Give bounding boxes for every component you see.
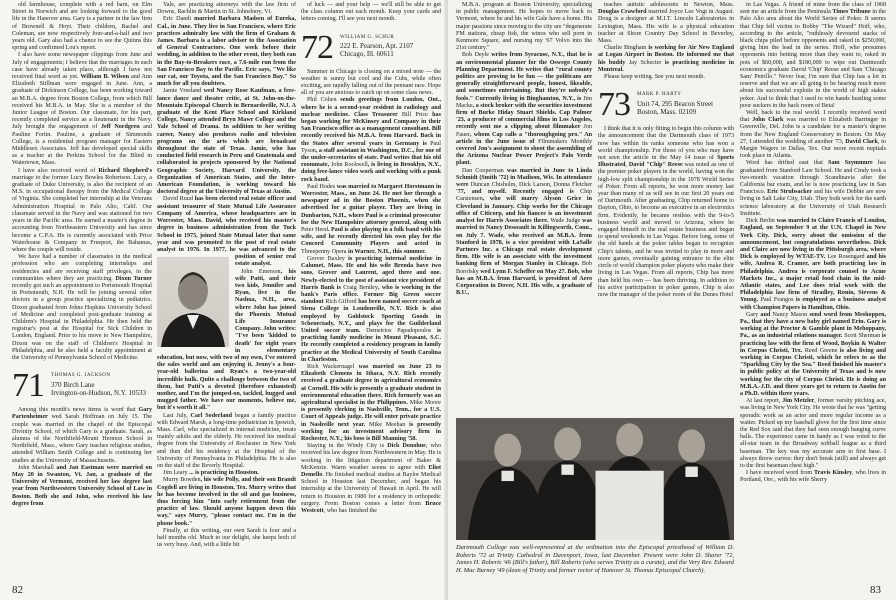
text-run: Filmmakers Monthly [538,138,592,145]
text-run: I have also received word of [18,167,99,174]
paragraph [157,413,296,471]
class-notes-column [12,2,152,508]
person-name: ... is practicing in Houston. [187,470,259,477]
text-run: , who has finished the [323,508,377,514]
person-name: . Paul is also playing in a folk band with his wife, and he recently directed his own play for the Concord Community Players and acted in [301,227,441,248]
text-run: Eric Dandi [163,16,192,23]
person-name: , his wife Polly, and their son Brandt Cogdell are living in Houston, Tex. Murry writes that he has become involved in the oil and gas business, thus forcing him "into early retirement from the practice of law. Should anyone happen down this way," says Murry, "please contact me. I'm in the phone book." [157,477,297,527]
person-name: Douglas Crawford [598,9,647,16]
class-year: 72 [301,28,333,66]
class-notes-column [301,2,441,515]
text-run: Phil Cohen [307,97,337,104]
text-run: John Emerson [241,268,281,275]
paragraph [157,528,296,550]
text-run: Well, back to the real world. I recently received word that [740,110,886,124]
person-name: was married to Nancy Desseault in Killingworth, Conn., on July 7. Wade, who received an M.B.A. from Stanford in 1978, is a vice president with LaSalle Partners Inc. a Chicago real estate development firm. His wife is an associate with the investment banking firm of Morgan Stanley in Chicago. [456,218,592,268]
person-name: in Warner, N.H., this summer. [346,248,426,255]
text-run: , who lives in Portland, Ore., with his wife Sherry [740,470,887,484]
paragraph [598,45,734,74]
text-run: and Pauline Fortin. Pauline, a graduate of Simmonds College, is a residential program manager for Eastern Middlesex Associates. Jeff has developed special skills as a teacher at the Perkins School for the Blind in Watertown, Mass. [12,124,152,167]
person-name: , a stock broker with the securities investment firm of Burke Hiday Stuart Shields. Cap Palmer '23, a producer of commercial films in Los Angeles, recently sent me a clipping about filmmaker [456,102,592,131]
text-run: I also have some newspaper clippings from June and July of engagements; I believe that the marriages in each case have already taken place, although I have not received final word as yet. [12,52,152,81]
text-run: was noted as one of the premier poker players in the world, having won the high-low split championship in the 1978 World Series of Poker. From all reports, he won more money last year than many of us will see in our first 20 years out of Dartmouth. After graduating, Chip returned home to Dayton, Ohio, to become an executive in an electronics firm. Evidently, he became restless with the 9-to-5 business world and moved to Arizona, where he engaged himself in the real estate business and began to spend weekends in Las Vegas. Before long, some of the old hands at the poker tables began to recognize Chip's talents, and he was invited to play in more and more games, eventually gaining entrance to the elite circle of world champion poker players who make their living in Las Vegas. From all reports, Chip has more than held his own — has been thriving. In addition to his active participation in poker games, Chip is also now the manager of the poker room of the Dunes Hotel [598,162,734,298]
text-run: Craig Bentley [343,284,379,291]
text-run: Lee Rosengard [827,254,865,261]
person-name: Sam Szymmure [828,160,873,167]
text-run: teaches autistic adolescents in Newton, Mass. [604,2,734,8]
person-name: is also living and working in Corpus Christi, which he refers to as the "Sparkling City by the Sea." Reed finished his master's in public policy at the University of Texas and is now working for the city of Corpus Christi. He is doing an M.B.A.-J.D. and three years get to return to Austin for a Ph.D. within three years. [740,347,887,397]
text-run: Scott Sherman [844,333,881,340]
page-number: 83 [870,584,881,596]
class-notes-section [301,2,441,24]
paragraph [301,364,441,443]
class-year: 71 [12,367,44,405]
person-name: was married in June to Linda Schmidt (Smith '72) in Madison, Wis. In attendance were [456,167,592,189]
person-name: writes from Syracuse, N.Y., that he is an environmental planner for the Oswego County Planning Department. He writes that "rural county politics are proving to be fun — the politicans are generally straightforward people, honest, likeable, and sometimes entertaining. But they're nobody's fools." Currently living in Binghamton, N.Y., is [456,52,592,102]
person-name: is practicing family medicine in Mount Pleasant, S.C. He recently completed a residency program in family practice at the Medical University of South Carolina in Charleston. [301,327,442,363]
class-notes-section [12,407,152,508]
class-notes-section [740,2,886,485]
person-name: is presently clerking in Nashville, Tenn., for a U.S. Court of Appeals judge. He will enter private practice in Nashville next year. [301,407,441,428]
paragraph [456,52,592,167]
person-name: , who will marry Alyson Grice in Cleveland in January. Chip works for the Chicago office of Citicorp, and his fiancee is an investment analyst for Harris Associates there. [456,196,592,225]
text-run: Rich Gifford [325,299,357,306]
paragraph [301,2,441,24]
person-name: is practicing internal medicine in Calumet, Mass. He and his wife Brenda have two sons, Grover and Laurent, aged three and one. Newly-elected to the post of assistant vice president of Harris Bank is [301,255,441,291]
paragraph [301,443,441,515]
text-run: Jay Schecter [628,59,662,66]
class-notes-section [456,2,592,297]
text-run: Bob Deyle [462,52,489,59]
person-name: Carl Soderland [190,412,233,419]
photo-caption: Dartmouth College was well-represented at the ordination into the Episcopal priesthood of William D. Roberts '72 at Trinity Cathedral in Davenport, Iowa, last December. Present were John D. Sharer '72, James H. Roberts '46 (Bill's father), Bill Roberts (who serves Trinity as a curate), and the Very Rev. Edward H. Mac Burney '49 (dean of Trinity and former rector of Hanover St. Thomas Episcopal Church). [456,544,734,574]
class-header-72 [301,28,441,66]
paragraph [157,2,296,16]
ordination-group-photo [456,418,734,540]
class-notes-section [301,69,441,516]
address-line: Boston, Mass. 02109 [637,108,697,117]
text-run: I think that it is only fitting to begin this column with the announcement that the Dartmouth class of 1973 now has within its ranks someone who has won a world championship. For those of you who may have not seen the article in the May 14 issue of [598,126,734,162]
text-run: , to Margie Wagers in Dallas, Tex. Our more recent nuptials took place in Atlanta. [740,138,886,160]
person-name: Travis Kinsley [814,470,853,477]
text-run: Wade Judge [550,218,581,225]
paragraph [740,110,886,160]
text-run: Staying in the Windy City is [307,443,388,450]
text-run: and Ann Elizabeth Stillman were engaged in June. Ann, a graduate of Dickinson College, has been working toward an M.B.A. degree from Boston College, from which Bill received his M.B.A. in May. She is a member of the Junior League of Boston. Our classmate, for his part, recently completed service as a lieutenant in the Navy. July brought the engagement of [12,74,152,131]
paragraph [740,2,886,110]
text-run: Jim Macke [456,95,592,109]
person-name: Jim Metzler [782,398,815,405]
person-name: , a staff assistant in Washington, D.C., for one of the under-secretaries of state. Paul writes that his old roommate, [301,147,441,169]
text-run: Bill Price [401,111,428,118]
text-run: in Las Vegas. A friend of mine from the class of 1968 sent me an article from the Peninsula [740,2,886,16]
class-notes-column [740,2,886,485]
person-name: Jeff Nordgren [100,124,140,131]
person-name: Sports Illustrated [598,155,734,169]
person-name: and his wife, Andrea R. Cramer, are both practicing law in Philadelphia. Andrea is corporate counsel to Acme Markets Inc., a major retail food chain in the mid-Atlantic states, and Lee does trial work with the Philadelphia law firm of Stradley, Ronin, Stevens & Young. [740,254,887,304]
text-run: Rich Wackernagel [307,363,355,370]
person-name: wed Lynn F. Scheffer on May 27. Bob, who has an M.B.A. from Harvard, is president of Aero Corporation in Dover, N.H. His wife, a graduate of B.U., [456,268,592,297]
paragraph [157,88,296,196]
person-name: Gary Partenheimer [12,407,152,421]
secretary-name: WILLIAM G. SCHUR [340,34,395,40]
person-name: Dixon Turner [115,275,152,282]
text-run: of luck — and your help — we'll still be able to get the class column out each month. Keep your cards and letters coming. I'll see you next month. [301,2,441,23]
text-run: Summer in Chicago is closing on a mixed note — the weather is sunny but cool and the Cubs, while often exciting, are rapidly falling out of the pennant race. Hope all of you are anxious to catch up on some class news. [301,68,441,97]
person-name: was married to Margaret Horstmann in Worcester, Mass., on June 24. He met her through a newspaper ad in the Boston Phoenix, when she advertised for a guitar player. They are living in Dunbarton, N.H., where Paul is a criminal prosecutor for the New Hampshire attorney general, along with [301,183,441,226]
text-run: Nancy Mason [772,311,808,318]
text-run: Murry Bowden [163,477,201,484]
text-run: , who received his law degree from Northwestern in May. He is working in the litigation department of Baker & McKenzie. Warm weather seems to agree with [301,443,441,471]
person-name: John Clark [752,117,784,124]
text-run: We have had a number of classmates in the medical profession who are completing internships and residencies and are receiving staff privileges, in the communities where they are practicing. [12,254,152,282]
paragraph [740,470,886,484]
text-run: John Marshall [18,464,54,471]
text-run: marriage to the former Lucy Bowles Robertson. Lucy, a graduate of Duke University, is also the recipient of an M.S. in occupational therapy from the Medical College of Virginia. She completed her internship at the Veterans Administration Hospital in Palo Alto, Calif. Our classmate served in the Navy and was stationed for two years in the Pacific area. He earned a master's degree in accounting from Northeastern University and has since become a C.P.A. He is currently associated with Price Waterhouse & Company in Freeport, the Bahamas, where the couple will reside. [12,174,152,253]
text-run: David Ruud [163,196,193,203]
class-header-73 [598,86,734,124]
class-year: 73 [598,86,630,124]
paragraph [740,218,886,312]
text-run: . He finished medical studies at Baylor Medical School in Houston last December, and began his internship at the University of Hawaii in April. He will return to Houston in 1980 for a residency in orthopedic surgery. From Boston comes a letter from [301,471,441,507]
person-name: is practicing medicine in Montreal. [598,59,735,73]
text-run: Paul Hodes [307,183,336,190]
class-notes-columns [456,2,734,299]
person-name: has began working for McKinsey and Company in their San Francisco office as a management consultant. Bill recently received his M.B.A. from Harvard. Back in the States after several years in Germany is [301,111,441,147]
text-run: John Rockwell [331,162,368,169]
person-name: sends greetings from London, Ont., where he is a second-year resident in radiology and nuclear medicine. Class Treasurer [301,97,441,118]
person-name: and Jan Eastman were married on May 20 in Swanton, Vt. Jan, a graduate of the University of Vermont, received her law degree last year from Northwestern University School of Law in Boston. Both she and John, who received his law degree from [12,464,152,507]
text-run: Threepenny Opera [301,248,347,255]
person-name: Richard Shepherd's [98,167,152,174]
text-run: Chip Carstensen [456,189,592,203]
class-notes-section [12,2,152,362]
person-name: was married to Claire Francis of London, England, on September 9 at the U.N. Chapel in New York City. Dick, sorry about the omission of the announcement, but congratulations nevertheless. Dick and Claire are now living in the Pittsburgh area, where Dick is employed by WTAE-TV. [740,218,886,261]
person-name: has been elected real estate officer and assistant treasurer of State Mutual Life Assurance Company of America, whose headquarters are in Worcester, Mass. David, who received his master's degree in business administration from the Tuck School in 1975, joined State Mutual later that same year and was promoted to the post of real estate analyst in 1976. In 1977, he was advanced to the position of senior real estate analyst. [157,196,296,268]
paragraph [12,2,152,52]
text-run: Mike Meehan [369,421,406,428]
person-name: has been named soccer coach at Siena College in Loudonville, N.Y. Rich is also employed by Goldstock Sporting Goods in Schenectady, N.Y., and plays for the Guilderland United soccer team. [301,299,441,334]
person-name: Eric Strubsacker [767,189,813,196]
text-run: , former varsity pitching ace, was living in New York City. He wrote that he was "getting sporadic work as an actor and more regular income as a waiter. Picked up my baseball glove for the first time since the Red Sox said that they had seen enough hanging curve balls. The experience came in handy as I was voted to the all-star team in the Broadway softball league as a third baseman. The key was my accurate arm to first base. I always throw curves: they don't break (still) and always get to the first baseman chest high." [740,398,887,469]
person-name: was married on June 23 to Elizabeth Clemens in Ithaca, N.Y. Rich recently received a graduate degree in agricultural economics at Cornell. His wife is presently a graduate student in environmental education there. Rich formerly was an agricultural specialist in the Philippines. [301,363,441,406]
page-number: 82 [12,584,23,596]
paragraph [12,407,152,465]
right-page [448,0,896,600]
paragraph [301,256,441,364]
paragraph [157,470,296,477]
text-run: Grover Baxley [307,255,345,262]
text-run: wed Sarah Hoffman on July 15. The couple was married in the chapel of the Episcopal Divinity School, of which Gary is a graduate. Sarah, as alumna of the Northfield-Mount Hermon School in Northfield, Mass., where Gary teaches religious studies, attended William Smith College and is continuing her studies at the University of Massachusetts. [12,414,152,464]
paragraph [598,74,734,81]
person-name: , who is working in the bank's Paris office. Former Big Green soccer standout [301,284,442,306]
text-run: Demetrios Papadopoulos [366,327,432,334]
text-run: Please keep writing. See you next month. [604,74,705,81]
paragraph [157,16,296,88]
class-notes-section [598,126,734,299]
address-line: Irvington-on-Hudson, N.Y. 10533 [51,388,146,397]
text-run: Mike Moore [409,399,441,406]
text-run: recently got such an appointment to Portsmouth Hospital in Portsmouth, N.H. He will be joining several other doctors in a group practice specializing in pediatrics. Dixon graduated from Johns Hopkins University School of Medicine and completed post-graduate training at Children's Hospital in Philadelphia. He then held the registrar's post at the Hospital for Sick Children in London, England. Prior to his move to New Hampshire, Dixon was on the staff of Children's Hospital in Philadelphia, and he also held a faculty appointment at the University of Pennsylvania School of Medicine. [12,282,152,361]
text-run: Dan Cooperman [462,167,504,174]
paragraph [598,2,734,45]
text-run: Among this month's news items is word that [18,407,139,414]
paragraph [12,52,152,167]
address-line: 370 Birch Lane [51,380,95,389]
person-name: David Clark [845,138,878,145]
text-run: and his wife Debbie are now living in Salt Lake City, Utah. They both work for the earth science laboratory at the University of Utah Research Institute. [740,189,886,217]
text-run: old farmhouse, complete with a red barn, on Elm Street in Norwich and are looking forward to the good life in the Hanover area. Gary is a partner in the law firm of Brownell & Hoyt. Their children, Rachel and Coleman, are now respectively four-and-a-half and two years old. Gary also had a chance to see the Quinns this spring and confirmed Lou's report. [12,2,152,52]
text-run: Reed Greene [804,347,838,354]
paragraph [301,184,441,256]
text-run: has graduated from Stanford Law School. He and Cindy took a two-month vacation through Scandinavia after the California bar exam, and he is now practicing law in San Francisco. [740,160,886,196]
text-run: Gary [746,311,759,318]
text-run: began a family practice with Edward Marsh, a long-time pediatrician in Ipswich, Mass. Carl, who specialized in internal medicine, treats mainly adults and the elderly. He received his medical degree from the University of Rochester in New York and then did his residency at the Hospital of the University of Pennsylvania in Philadelphia. He is also on the staff of the Beverly Hospital. [157,412,296,469]
text-run: M.B.A. program at Boston University, specializing in public management. He hopes to move back to Vermont, where he and his wife Gale have a home. His major passions since moving to the city are "degenerate FM stations, cheap fish, the winos who sell porn in Kenmore Square, and nursing my '67 Volvo into the 21st century." [456,2,592,52]
text-run: Duncan Chisholm, Dick Larson, Donna Fletcher [470,182,592,189]
paragraph [740,160,886,218]
text-run: Paul Frangos [760,297,794,304]
paragraph [456,168,592,298]
text-run: Jon Fauer [456,124,592,138]
text-run: Finally, at this writing, our own Sarah is four and a half months old. Much to our delight, she keeps both of us very busy. And, with a little bit [157,527,296,549]
person-name: , is living in Brooklyn, N.Y., doing free-lance video work and working with a punk rock band. [301,162,441,183]
text-run: At last report, [746,398,783,405]
paragraph [157,477,296,527]
text-run: Peter Heed [301,227,328,234]
person-name: is presently working for an investment advisory firm in Rochester, N.Y.; his boss is Bill Manning '58. [301,421,441,442]
person-name: is practicing law with the firm of Wood, Boykin & Walter in Corpus Christi, Tex. [740,333,886,354]
portrait-photo [157,257,229,347]
text-run: I have received word from [746,470,815,477]
secretary-name: MARK P. HARTY [637,92,682,98]
person-name: is working for Air New England at Logan Airport in Boston. He informed me that his buddy [598,45,734,66]
paragraph [740,398,886,470]
class-header-71 [12,367,152,405]
paragraph [740,312,886,398]
text-run: Yale, are practicing attorneys with the law firm of Downs, Rachlin & Martin in St. Johnsbury, Vt. [157,2,296,16]
address-line: Chicago, Ill. 60611 [340,50,394,59]
paragraph [456,2,592,52]
paragraph [12,254,152,362]
text-run: Dick Berlin [746,218,775,225]
person-name: is employed as a business analyst with Champion Papers in Hamilton, Ohio. [740,297,886,311]
text-run: Jim Leary [163,470,188,477]
person-name: Bruce Westcott [301,500,441,514]
secretary-name: THOMAS G. JACKSON [51,373,111,379]
text-run: Last July, [163,412,191,419]
paragraph [301,97,441,183]
person-name: wed Nancy Rose Kaufman, a free-lance dance and theater critic, at St. John-on-the-Mountain Episcopal Church in Bernardsville, N.J. A graduate of the Kent Place School and Kirkland College, Nancy attended Bryn Mawr College and the Yale School of Drama. In addition to her writing career, Nancy also produces radio and television programs on the arts which are broadcast throughout the state of Texas. Jamie, who has conducted field research in Peru and Guatemala and collaborated in projects sponsored by the National Geographic Society, Harvard University, the Organization of American States, and the Inter-American Foundation, is working toward his doctoral degree at the University of Texas at Austin. [157,88,296,196]
person-name: William B. Wilson [80,74,129,81]
text-run: Word has drifted east that [746,160,829,167]
paragraph [598,126,734,299]
person-name: '77, and myself. Recently engaged is [456,189,581,196]
text-run: Paul Tyson [301,140,441,154]
text-run: in the Palo Alto area about the World Series of Poker. It seems that Chip fell victim to Bobby "The Wizard" Hoff, who, according to the article, "ruthlessly devoured stacks of black chips piled before opponents and raked in $250,000, giving him the lead in the series. Hoff, who presumes opponents into betting more than they want to, raked in pots of $60,000, and $180,000 to wipe out Dartmouth economics graduate David 'Chip' Reese and Sam 'Chicago Sam' Petrillo." Never fear, I'm sure that Chip has a lot in reserve and that we are all going to be hearing much more about his successful exploits in the world of high stakes poker. And to think that I used to win hands hustling some poor suckers in the back room of Beta! [740,9,886,109]
person-name: David "Chip" Reese [628,162,683,169]
person-name: and [758,311,773,318]
person-name: married Barbara Madsen of Eureka, Cal., in June. They live in San Francisco, where Eric practices admiralty law with the firm of Graham & James. Barbara is a labor adviser to the Association of General Contractors. One week before their wedding, in addition to the other event, they both ran in the Bay-to-Breakers race, a 7.6-mile run from the San Francisco Bay to the Pacific. Eric says, "We like our cat, our Toyota, and the San Francisco Bay." So much for all you doubters. [157,16,296,88]
person-name: Times Tribune [832,9,871,16]
text-run: , [625,162,629,169]
paragraph [12,168,152,254]
person-name: , his wife Patti, and their two kids, Jennifer and Ryan, live in the Nashua, N.H., area, where John has joined the Phoenix Mutual Life Insurance Company. John writes: "I've been 'kidded to death' for eight years in elementary education, but now, with two of my own, I've entered the sales world and am enjoying it. Jenny's a four-year-old ballerina and Ryan's a two-year-old incredible hulk. Quite a challenge between the two of them, but Patti's a devoted (therefore exhausted) mother, and I'm the jumped-on, tackled, hugged and mugged father. We have our moments, believe me, but it's worth it all." [157,268,296,412]
text-run: Jamie Vreeland [163,88,202,95]
person-name: Eliot Demello [301,464,441,478]
person-name: , whom Cap calls a "thoroughgoing pro." An article in the June issue of [456,131,592,145]
person-name: covered Jon's assignment to shoot the assembling of the Arizona Nuclear Power Project's Palo Verde plant. [456,146,592,167]
class-notes-section [598,2,734,81]
paragraph [301,69,441,98]
text-run: Charlie Bingham [604,45,647,52]
text-run: Bob Borofsky [456,261,592,275]
person-name: Dick Donohue [387,443,426,450]
address-line: Unit 74, 295 Beacon Street [637,99,714,108]
address-line: 222 E. Pearson, Apt. 2107 [340,42,414,51]
paragraph [12,465,152,508]
person-name: send word from Meshoppen, Pa., that they have a new baby girl named Erin. Gary is working at the Proctor & Gamble plant in Mehoppany, Pa., as an industrial relations manager. [740,311,886,340]
text-run: married Joyce Lee Vogt in August. Doug is a designer at M.I.T. Lincoln Laboratories in Lexington, Mass. His wife is a physical education teacher at Shore Country Day School in Beverley, Mass. [598,9,735,45]
text-run: was married to Elizabeth Barringer in Greenville, Del. John is a candidate for a master's degree from the New England Conservatory in Boston. On May 27, I attended the wedding of another '73, [740,117,886,145]
